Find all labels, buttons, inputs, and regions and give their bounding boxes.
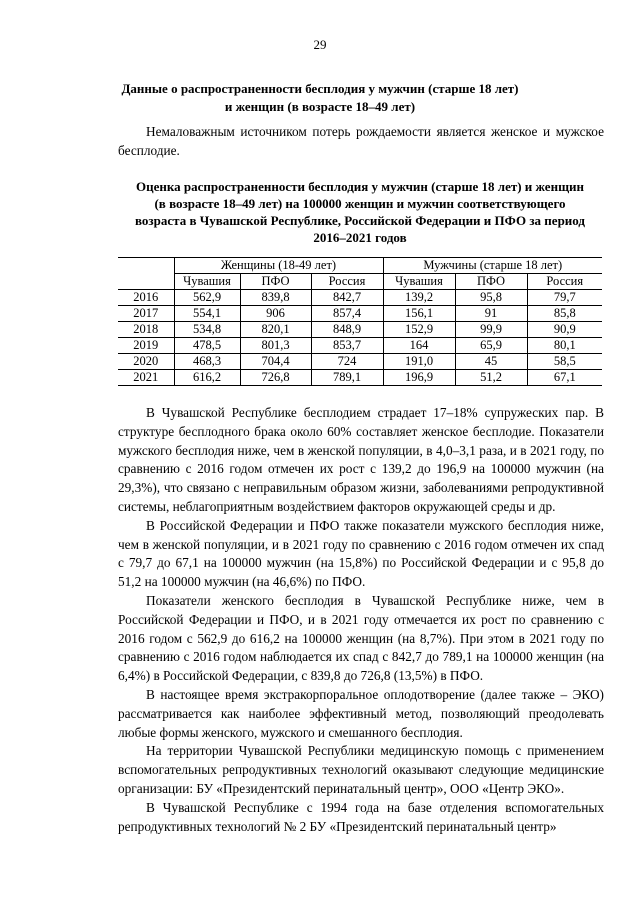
table-caption-line: возраста в Чувашской Республике, Российской Федерации и ПФО за период <box>135 213 585 228</box>
infertility-table <box>118 257 602 386</box>
table-cell: 95,8 <box>455 290 527 306</box>
body-paragraph: В настоящее время экстракорпоральное оплодотворение (далее также – ЭКО) рассматривается как наиболее эффективный метод, позволяющий преодолевать любые формы женского, мужского и смешанного бесплодия. <box>118 686 604 740</box>
body-paragraph: В Чувашской Республике бесплодием страдает 17–18% супружеских пар. В структуре бесплодного брака около 60% составляет женское бесплодие. Показатели мужского бесплодия ниже, чем в женской популяции, в 4,0–3,1 раза, и в 2021 году, по сравнению с 2016 годом отмечен их рост с 139,2 до 196,9 на 100000 мужчин (на 29,3%), что связано с неправильным образом жизни, заболеваниями репродуктивной системы, неблагоприятным воздействием факторов окружающей среды и др. <box>118 405 604 514</box>
table-cell: 164 <box>383 338 455 354</box>
table-cell: 85,8 <box>527 306 602 322</box>
column-header: Россия <box>311 274 383 290</box>
table-cell: 848,9 <box>311 322 383 338</box>
table-cell: 616,2 <box>174 370 240 386</box>
table-cell: 58,5 <box>527 354 602 370</box>
women-group-header: Женщины (18-49 лет) <box>174 258 383 274</box>
column-header: Чувашия <box>383 274 455 290</box>
table-cell: 90,9 <box>527 322 602 338</box>
section-heading-line: и женщин (в возрасте 18–49 лет) <box>224 99 416 114</box>
column-header: ПФО <box>240 274 311 290</box>
table-cell: 191,0 <box>383 354 455 370</box>
intro-paragraph: Немаловажным источником потерь рождаемости является женское и мужское бесплодие. <box>118 124 604 158</box>
table-cell: 789,1 <box>311 370 383 386</box>
table-cell: 554,1 <box>174 306 240 322</box>
table-group-header-row <box>118 258 602 274</box>
body-paragraph: В Российской Федерации и ПФО также показатели мужского бесплодия ниже, чем в женской популяции, и в 2021 году по сравнению с 2016 годом отмечен их спад с 79,7 до 67,1 на 100000 мужчин (на 15,8%) по Российской Федерации и с 95,8 до 51,2 на 100000 мужчин (на 46,6%) по ПФО. <box>118 517 604 590</box>
table-cell: 726,8 <box>240 370 311 386</box>
table-cell: 853,7 <box>311 338 383 354</box>
table-column-header-row <box>118 274 602 290</box>
table-cell: 67,1 <box>527 370 602 386</box>
table-cell: 820,1 <box>240 322 311 338</box>
table-row <box>118 338 602 354</box>
body-paragraph: Показатели женского бесплодия в Чувашской Республике ниже, чем в Российской Федерации и ПФО, и в 2021 году отмечается их рост по сравнению с 2016 годом с 562,9 до 616,2 на 100000 женщин (на 8,7%). При этом в 2021 году по сравнению с 2016 годом наблюдается их спад с 842,7 до 789,1 на 100000 женщин (на 6,4%) в Российской Федерации, с 839,8 до 726,8 (13,5%) в ПФО. <box>118 592 604 684</box>
table-cell: 906 <box>240 306 311 322</box>
year-cell: 2020 <box>118 354 174 370</box>
page-number: 29 <box>313 37 327 52</box>
table-cell: 839,8 <box>240 290 311 306</box>
table-caption-line: Оценка распространенности бесплодия у мужчин (старше 18 лет) и женщин <box>135 179 585 194</box>
table-row <box>118 290 602 306</box>
table-cell: 99,9 <box>455 322 527 338</box>
table-cell: 704,4 <box>240 354 311 370</box>
table-cell: 51,2 <box>455 370 527 386</box>
men-group-header: Мужчины (старше 18 лет) <box>383 258 602 274</box>
table-caption-line: 2016–2021 годов <box>313 230 407 245</box>
table-cell: 196,9 <box>383 370 455 386</box>
table-row <box>118 354 602 370</box>
table-caption <box>115 178 605 246</box>
year-column-header <box>118 258 174 290</box>
table-cell: 857,4 <box>311 306 383 322</box>
table-cell: 801,3 <box>240 338 311 354</box>
year-cell: 2021 <box>118 370 174 386</box>
table-cell: 45 <box>455 354 527 370</box>
year-cell: 2016 <box>118 290 174 306</box>
table-cell: 478,5 <box>174 338 240 354</box>
column-header: Чувашия <box>174 274 240 290</box>
section-heading <box>110 80 530 116</box>
table-cell: 91 <box>455 306 527 322</box>
table-cell: 468,3 <box>174 354 240 370</box>
column-header: Россия <box>527 274 602 290</box>
table-cell: 65,9 <box>455 338 527 354</box>
table-cell: 534,8 <box>174 322 240 338</box>
body-text <box>118 404 604 836</box>
table-row <box>118 306 602 322</box>
table-cell: 156,1 <box>383 306 455 322</box>
body-paragraph: На территории Чувашской Республики медицинскую помощь с применением вспомогательных репродуктивных технологий оказывают следующие медицинские организации: БУ «Президентский перинатальный центр», ООО «Центр ЭКО». <box>118 743 604 796</box>
table-caption-line: (в возрасте 18–49 лет) на 100000 женщин и мужчин соответствующего <box>154 196 566 211</box>
table-cell: 724 <box>311 354 383 370</box>
year-cell: 2019 <box>118 338 174 354</box>
table-cell: 842,7 <box>311 290 383 306</box>
table-cell: 139,2 <box>383 290 455 306</box>
year-cell: 2017 <box>118 306 174 322</box>
table-cell: 79,7 <box>527 290 602 306</box>
body-paragraph: В Чувашской Республике с 1994 года на базе отделения вспомогательных репродуктивных технологий № 2 БУ «Президентский перинатальный центр» <box>118 799 604 834</box>
table-cell: 80,1 <box>527 338 602 354</box>
year-cell: 2018 <box>118 322 174 338</box>
table-row <box>118 322 602 338</box>
section-heading-line: Данные о распространенности бесплодия у мужчин (старше 18 лет) <box>121 81 519 96</box>
table-row <box>118 370 602 386</box>
table-cell: 152,9 <box>383 322 455 338</box>
table-cell: 562,9 <box>174 290 240 306</box>
column-header: ПФО <box>455 274 527 290</box>
